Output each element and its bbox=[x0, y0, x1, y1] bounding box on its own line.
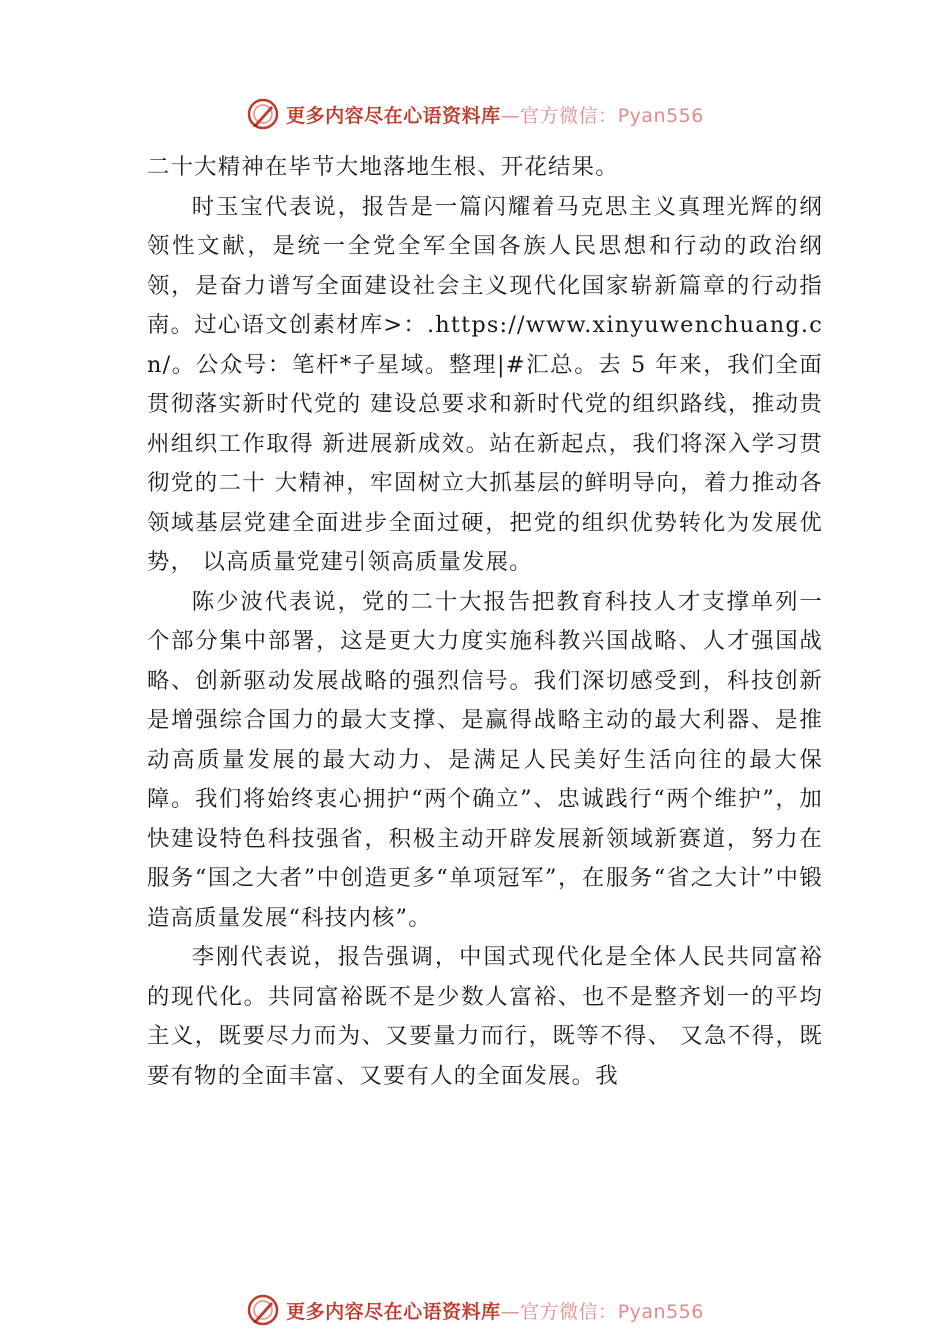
banner-text bbox=[286, 101, 704, 128]
document-body bbox=[147, 148, 823, 1096]
pen-logo-icon bbox=[246, 1293, 280, 1327]
banner-separator: — bbox=[500, 1300, 521, 1323]
header-banner bbox=[0, 94, 950, 134]
pen-logo-icon bbox=[246, 97, 280, 131]
banner-text bbox=[286, 1297, 704, 1324]
paragraph-3: 陈少波代表说，党的二十大报告把教育科技人才支撑单列一个部分集中部署，这是更大力度实施科教兴国战略、人才强国战略、创新驱动发展战略的强烈信号。我们深切感受到，科技创新是增强综合国力的最大支撑、是赢得战略主动的最大利器、是推动高质量发展的最大动力、是满足人民美好生活向往的最大保障。我们将始终衷心拥护“两个确立”、忠诚践行“两个维护”，加快建设特色科技强省，积极主动开辟发展新领域新赛道，努力在服务“国之大者”中创造更多“单项冠军”，在服务“省之大计”中锻造高质量发展“科技内核”。 bbox=[147, 588, 823, 931]
banner-main: 更多内容尽在心语资料库 bbox=[286, 1300, 501, 1323]
paragraph-2: 时玉宝代表说，报告是一篇闪耀着马克思主义真理光辉的纲领性文献，是统一全党全军全国各族人民思想和行动的政治纲领，是奋力谱写全面建设社会主义现代化国家崭新篇章的行动指南。过心语文创素材库>：.https://www.xinyuwenchuang.cn/。公众号：笔杆*子星域。整理|#汇总。去 5 年来，我们全面贯彻落实新时代党的 建设总要求和新时代党的组织路线，推动贵州组织工作取得 新进展新成效。站在新起点，我们将深入学习贯彻党的二十 大精神，牢固树立大抓基层的鲜明导向，着力推动各领域基层党建全面进步全面过硬，把党的组织优势转化为发展优势， 以高质量党建引领高质量发展。 bbox=[147, 193, 823, 575]
paragraph-1: 二十大精神在毕节大地落地生根、开花结果。 bbox=[147, 154, 619, 180]
banner-wx-id: Pyan556 bbox=[617, 104, 704, 127]
paragraph-4: 李刚代表说，报告强调，中国式现代化是全体人民共同富裕的现代化。共同富裕既不是少数人富裕、也不是整齐划一的平均主义，既要尽力而为、又要量力而行，既等不得、 又急不得，既要有物的全面丰富、又要有人的全面发展。我 bbox=[147, 944, 823, 1089]
banner-main: 更多内容尽在心语资料库 bbox=[286, 104, 501, 127]
banner-wx-id: Pyan556 bbox=[617, 1300, 704, 1323]
banner-wx-label: 官方微信： bbox=[520, 104, 618, 127]
banner-wx-label: 官方微信： bbox=[520, 1300, 618, 1323]
banner-separator: — bbox=[500, 104, 521, 127]
footer-banner bbox=[0, 1290, 950, 1330]
